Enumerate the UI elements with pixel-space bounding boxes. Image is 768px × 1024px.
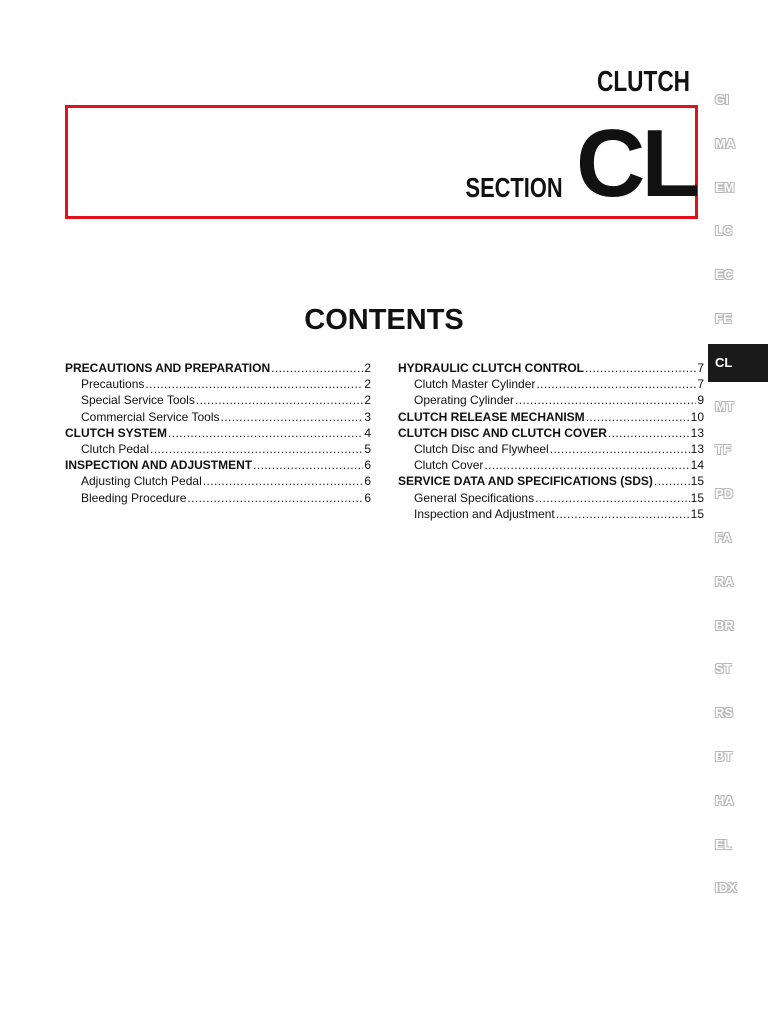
toc-entry[interactable] — [398, 410, 704, 426]
toc-entry-label: SERVICE DATA AND SPECIFICATIONS (SDS) — [398, 474, 653, 489]
toc-entry-label: CLUTCH DISC AND CLUTCH COVER — [398, 425, 607, 440]
section-tab-idx[interactable]: IDX — [715, 880, 737, 896]
section-tab-ha[interactable]: HA — [715, 792, 734, 808]
toc-entry-label: Clutch Pedal — [81, 441, 150, 456]
toc-entry-label: Clutch Disc and Flywheel — [414, 441, 549, 456]
toc-dot-leader — [535, 491, 690, 505]
toc-entry-page: 5 — [364, 441, 371, 456]
contents-heading: CONTENTS — [304, 304, 464, 336]
toc-entry-page: 6 — [364, 474, 371, 489]
toc-entry[interactable] — [65, 361, 371, 377]
section-tab-ma[interactable]: MA — [715, 135, 736, 151]
toc-dot-leader — [253, 458, 363, 472]
toc-entry[interactable] — [398, 393, 704, 409]
toc-entry-page: 9 — [697, 393, 704, 408]
section-tab-gi[interactable]: GI — [715, 92, 729, 107]
toc-entry-page: 3 — [364, 409, 371, 424]
section-tab-pd[interactable]: PD — [715, 486, 734, 502]
toc-dot-leader — [203, 474, 364, 488]
toc-entry-page: 2 — [364, 361, 371, 375]
toc-entry[interactable] — [398, 377, 704, 393]
toc-entry-label: Inspection and Adjustment — [414, 506, 555, 521]
toc-entry-page: 15 — [690, 506, 704, 521]
section-tab-ec[interactable]: EC — [715, 267, 734, 283]
toc-entry[interactable] — [398, 442, 704, 458]
toc-entry[interactable] — [398, 474, 704, 490]
toc-dot-leader — [150, 442, 363, 456]
toc-entry-page: 15 — [690, 474, 704, 489]
toc-dot-leader — [586, 410, 690, 424]
toc-entry[interactable] — [65, 410, 371, 426]
toc-entry-label: Adjusting Clutch Pedal — [81, 474, 202, 489]
toc-entry-page: 15 — [690, 490, 704, 505]
toc-entry[interactable] — [65, 458, 371, 474]
toc-entry-page: 2 — [364, 393, 371, 408]
toc-dot-leader — [608, 426, 690, 440]
toc-entry[interactable] — [398, 507, 704, 523]
toc-entry-label: Commercial Service Tools — [81, 409, 220, 424]
toc-entry[interactable] — [65, 426, 371, 442]
section-tab-cl[interactable]: CL — [708, 344, 768, 382]
toc-dot-leader — [187, 491, 363, 505]
toc-entry-page: 7 — [697, 377, 704, 392]
section-label: SECTION — [465, 172, 563, 203]
toc-dot-leader — [221, 410, 364, 424]
toc-entry[interactable] — [65, 377, 371, 393]
toc-entry-page: 4 — [364, 425, 371, 440]
section-tab-el[interactable]: EL — [715, 836, 732, 852]
toc-entry-label: General Specifications — [414, 490, 535, 505]
manual-title: CLUTCH — [597, 66, 690, 98]
toc-entry-label: Bleeding Procedure — [81, 490, 187, 505]
toc-entry-page: 13 — [690, 441, 704, 456]
toc-dot-leader — [654, 474, 690, 488]
toc-dot-leader — [536, 377, 696, 391]
toc-dot-leader — [556, 507, 690, 521]
toc-entry-page: 14 — [690, 458, 704, 473]
toc-entry[interactable] — [398, 361, 704, 377]
toc-dot-leader — [585, 361, 696, 375]
toc-dot-leader — [196, 393, 363, 407]
toc-entry-label: Clutch Cover — [414, 458, 484, 473]
toc-entry-label: HYDRAULIC CLUTCH CONTROL — [398, 361, 584, 375]
toc-entry[interactable] — [65, 474, 371, 490]
toc-left-column — [65, 361, 371, 507]
toc-entry-page: 13 — [690, 425, 704, 440]
toc-entry[interactable] — [398, 458, 704, 474]
toc-entry[interactable] — [65, 442, 371, 458]
toc-dot-leader — [168, 426, 363, 440]
toc-entry-page: 6 — [364, 490, 371, 505]
toc-dot-leader — [484, 458, 689, 472]
toc-entry-label: CLUTCH RELEASE MECHANISM — [398, 409, 585, 424]
toc-entry-page: 10 — [690, 409, 704, 424]
section-tab-rs[interactable]: RS — [715, 705, 734, 721]
section-tab-lc[interactable]: LC — [715, 223, 733, 239]
section-tab-st[interactable]: ST — [715, 661, 732, 677]
toc-dot-leader — [145, 377, 363, 391]
toc-entry[interactable] — [65, 393, 371, 409]
toc-entry[interactable] — [398, 491, 704, 507]
toc-entry-label: Operating Cylinder — [414, 393, 515, 408]
toc-dot-leader — [550, 442, 690, 456]
toc-entry-label: INSPECTION AND ADJUSTMENT — [65, 458, 253, 473]
toc-entry[interactable] — [65, 491, 371, 507]
toc-entry[interactable] — [398, 426, 704, 442]
section-tab-fa[interactable]: FA — [715, 530, 732, 545]
toc-dot-leader — [271, 361, 363, 375]
toc-entry-label: Clutch Master Cylinder — [414, 377, 536, 392]
section-code: CL — [576, 110, 696, 217]
section-tab-em[interactable]: EM — [715, 179, 735, 195]
toc-entry-label: Precautions — [81, 377, 145, 392]
section-tab-mt[interactable]: MT — [715, 398, 734, 414]
section-tab-ra[interactable]: RA — [715, 573, 734, 589]
section-tab-bt[interactable]: BT — [715, 749, 733, 764]
toc-entry-label: Special Service Tools — [81, 393, 195, 408]
toc-entry-label: CLUTCH SYSTEM — [65, 425, 167, 440]
toc-dot-leader — [515, 393, 696, 407]
section-tab-tf[interactable]: TF — [715, 442, 731, 458]
toc-entry-page: 7 — [697, 361, 704, 375]
section-tab-fe[interactable]: FE — [715, 311, 732, 326]
toc-entry-page: 6 — [364, 458, 371, 473]
toc-entry-label: PRECAUTIONS AND PREPARATION — [65, 361, 271, 375]
toc-entry-page: 2 — [364, 377, 371, 392]
section-tab-br[interactable]: BR — [715, 617, 734, 633]
toc-right-column — [398, 361, 704, 523]
